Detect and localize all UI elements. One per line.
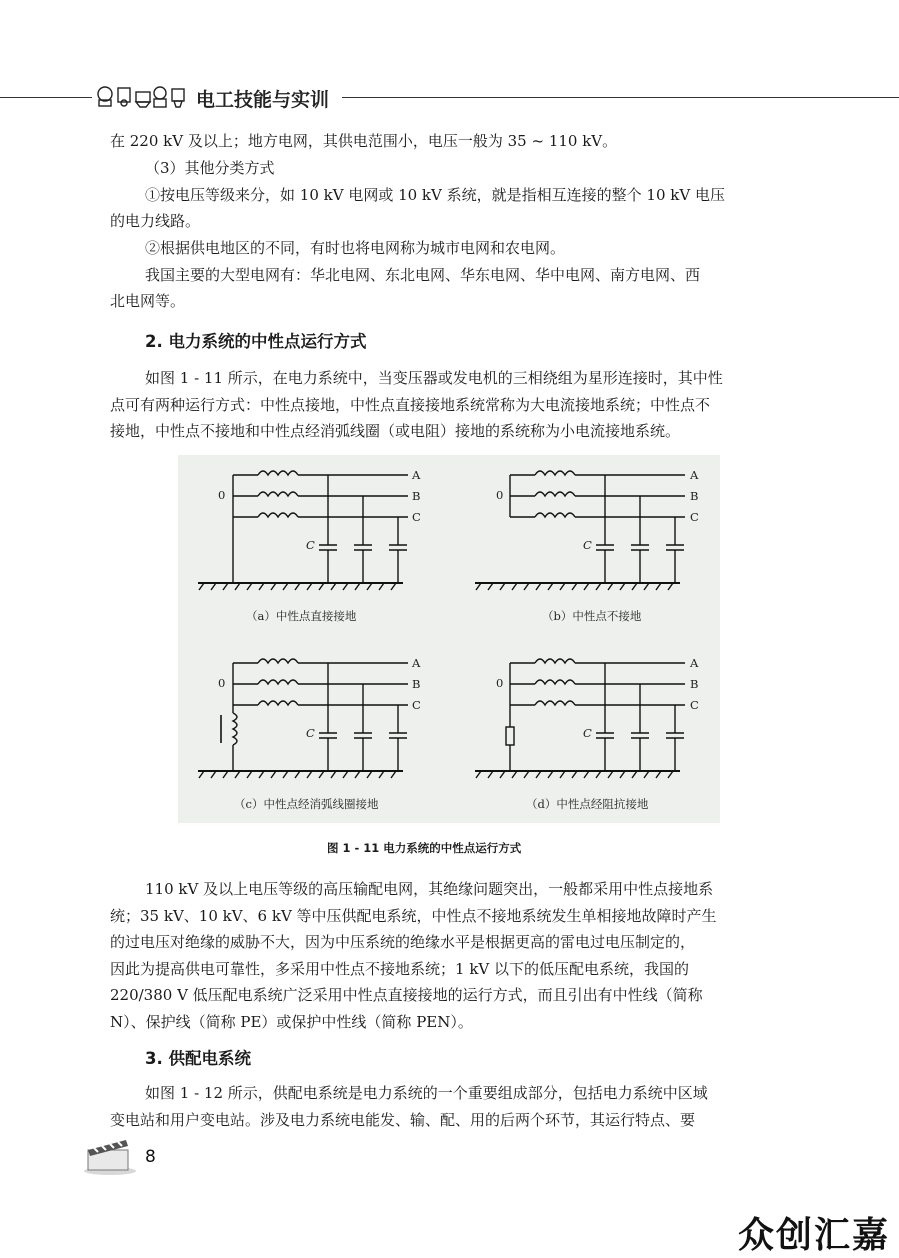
neutral-label-a: 0: [218, 488, 226, 502]
clapperboard-icon: [82, 1136, 138, 1176]
phase-b-label: B: [412, 489, 421, 503]
ground-d: [475, 771, 680, 778]
phase-c-label: C: [412, 698, 421, 712]
header-rule-left: [0, 97, 92, 98]
paragraph-line: 如图 1 - 12 所示，供配电系统是电力系统的一个重要组成部分，包括电力系统中区域: [145, 1084, 708, 1102]
section-heading: 2. 电力系统的中性点运行方式: [145, 332, 367, 351]
paragraph-line: ①按电压等级来分，如 10 kV 电网或 10 kV 系统，就是指相互连接的整个 10 kV 电压: [145, 186, 725, 204]
neutral-label-b: 0: [496, 488, 504, 502]
paragraph-line: 110 kV 及以上电压等级的高压输配电网，其绝缘问题突出，一般都采用中性点接地系: [145, 880, 714, 898]
phase-c-label: C: [412, 510, 421, 524]
neutral-label-c: 0: [218, 676, 226, 690]
paragraph-line: 我国主要的大型电网有：华北电网、东北电网、华东电网、华中电网、南方电网、西: [145, 266, 701, 284]
ground-b: [475, 583, 680, 590]
paragraph-line: 在 220 kV 及以上；地方电网，其供电范围小，电压一般为 35 ~ 110 kV。: [110, 132, 618, 150]
paragraph-line: 因此为提高供电可靠性，多采用中性点不接地系统；1 kV 以下的低压配电系统，我国的: [110, 960, 690, 978]
paragraph-line: 接地，中性点不接地和中性点经消弧线圈（或电阻）接地的系统称为小电流接地系统。: [110, 422, 681, 440]
phase-a-label: A: [690, 656, 699, 670]
diagram-a: [233, 471, 408, 583]
paragraph-line: 的过电压对绝缘的威胁不大，因为中压系统的绝缘水平是根据更高的雷电过电压制定的，: [110, 933, 696, 951]
ground-a: [198, 583, 403, 590]
page-number: 8: [145, 1147, 156, 1167]
watermark-logo: 众创汇嘉: [738, 1215, 891, 1256]
paragraph-line: 点可有两种运行方式：中性点接地，中性点直接接地系统常称为大电流接地系统；中性点不: [110, 396, 711, 414]
diagram-c: [221, 659, 408, 771]
paragraph-line: 变电站和用户变电站。涉及电力系统电能发、输、配、用的后两个环节，其运行特点、要: [110, 1111, 696, 1129]
book-title: 电工技能与实训: [196, 89, 330, 111]
caption-c: （c）中性点经消弧线圈接地: [234, 797, 379, 811]
capacitor-label: C: [583, 726, 592, 740]
phase-a-label: A: [412, 468, 421, 482]
capacitor-label: C: [583, 538, 592, 552]
diagram-d: [506, 659, 685, 771]
paragraph-line: ②根据供电地区的不同，有时也将电网称为城市电网和农电网。: [145, 239, 566, 257]
paragraph-line: 北电网等。: [110, 292, 186, 310]
phase-a-label: A: [690, 468, 699, 482]
header-cartoon-icon: [96, 84, 188, 108]
neutral-point-diagrams: [178, 455, 720, 823]
caption-d: （d）中性点经阻抗接地: [526, 797, 649, 811]
neutral-label-d: 0: [496, 676, 504, 690]
paragraph-line: 220/380 V 低压配电系统广泛采用中性点直接接地的运行方式，而且引出有中性线（简称: [110, 986, 703, 1004]
ground-c: [198, 771, 403, 778]
paragraph-line: 如图 1 - 11 所示，在电力系统中，当变压器或发电机的三相绕组为星形连接时，其中性: [145, 369, 723, 387]
phase-a-label: A: [412, 656, 421, 670]
capacitor-label: C: [306, 726, 315, 740]
capacitor-label: C: [306, 538, 315, 552]
section-heading: 3. 供配电系统: [145, 1049, 251, 1068]
figure-title: 图 1 - 11 电力系统的中性点运行方式: [327, 841, 522, 855]
subsection-heading: （3）其他分类方式: [145, 159, 275, 177]
phase-b-label: B: [690, 489, 699, 503]
phase-b-label: B: [412, 677, 421, 691]
phase-c-label: C: [690, 698, 699, 712]
paragraph-line: N）、保护线（简称 PE）或保护中性线（简称 PEN）。: [110, 1013, 473, 1031]
header-rule-right: [342, 97, 899, 98]
caption-b: （b）中性点不接地: [542, 609, 642, 623]
paragraph-line: 统；35 kV、10 kV、6 kV 等中压供配电系统，中性点不接地系统发生单相接地故障时产生: [110, 907, 717, 925]
diagram-b: [510, 471, 685, 583]
phase-c-label: C: [690, 510, 699, 524]
paragraph-line: 的电力线路。: [110, 212, 201, 230]
caption-a: （a）中性点直接接地: [246, 609, 357, 623]
phase-b-label: B: [690, 677, 699, 691]
